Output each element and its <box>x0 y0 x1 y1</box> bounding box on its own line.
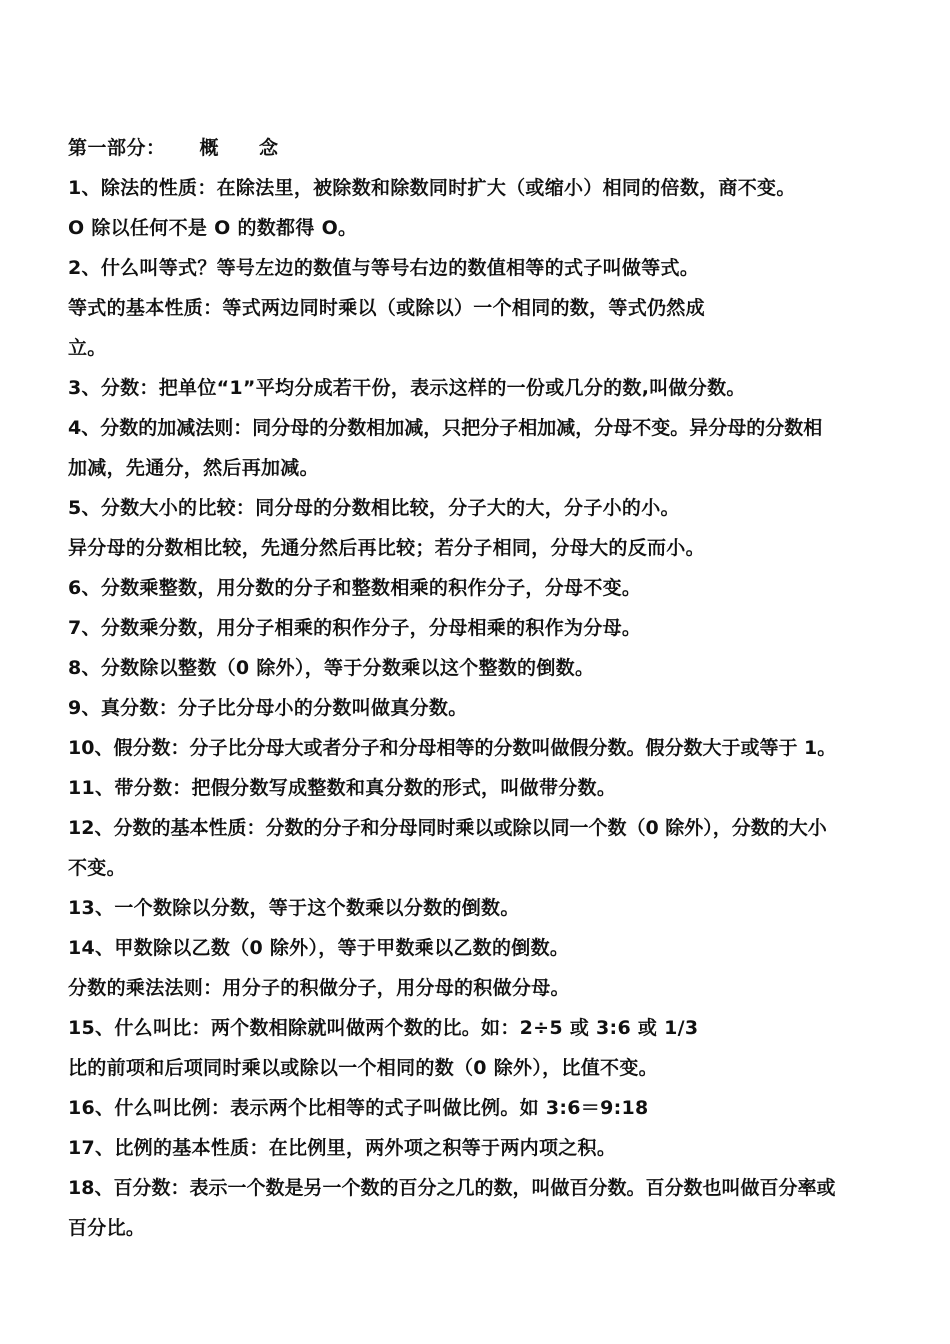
text-line: 立。 <box>68 337 107 359</box>
section-heading-label: 第一部分： <box>68 137 166 159</box>
text-line: 2、什么叫等式？等号左边的数值与等号右边的数值相等的式子叫做等式。 <box>68 257 700 279</box>
text-line: 等式的基本性质：等式两边同时乘以（或除以）一个相同的数，等式仍然成 <box>68 297 705 319</box>
text-line: 6、分数乘整数，用分数的分子和整数相乘的积作分子，分母不变。 <box>68 577 642 599</box>
section-heading-word-1: 概 <box>199 137 220 159</box>
text-line: 18、百分数：表示一个数是另一个数的百分之几的数，叫做百分数。百分数也叫做百分率或 <box>68 1177 836 1199</box>
text-line: 11、带分数：把假分数写成整数和真分数的形式，叫做带分数。 <box>68 777 617 799</box>
text-line: 分数的乘法法则：用分子的积做分子，用分母的积做分母。 <box>68 977 570 999</box>
text-line: 异分母的分数相比较，先通分然后再比较；若分子相同，分母大的反而小。 <box>68 537 705 559</box>
text-line: O 除以任何不是 O 的数都得 O。 <box>68 217 358 239</box>
text-line: 3、分数：把单位“1”平均分成若干份，表示这样的一份或几分的数,叫做分数。 <box>68 377 746 399</box>
text-line: 比的前项和后项同时乘以或除以一个相同的数（0 除外），比值不变。 <box>68 1057 658 1079</box>
text-line: 5、分数大小的比较：同分母的分数相比较，分子大的大，分子小的小。 <box>68 497 680 519</box>
text-line: 加减，先通分，然后再加减。 <box>68 457 319 479</box>
text-line: 15、什么叫比：两个数相除就叫做两个数的比。如：2÷5 或 3:6 或 1/3 <box>68 1017 699 1039</box>
text-line: 不变。 <box>68 857 126 879</box>
text-line: 14、甲数除以乙数（0 除外），等于甲数乘以乙数的倒数。 <box>68 937 570 959</box>
text-line: 12、分数的基本性质：分数的分子和分母同时乘以或除以同一个数（0 除外），分数的大小 <box>68 817 827 839</box>
text-line: 4、分数的加减法则：同分母的分数相加减，只把分子相加减，分母不变。异分母的分数相 <box>68 417 823 439</box>
document-page <box>68 128 898 1248</box>
text-line: 8、分数除以整数（0 除外），等于分数乘以这个整数的倒数。 <box>68 657 595 679</box>
text-line: 百分比。 <box>68 1217 146 1239</box>
text-line: 13、一个数除以分数，等于这个数乘以分数的倒数。 <box>68 897 520 919</box>
text-line: 10、假分数：分子比分母大或者分子和分母相等的分数叫做假分数。假分数大于或等于 1。 <box>68 737 837 759</box>
text-line: 17、比例的基本性质：在比例里，两外项之积等于两内项之积。 <box>68 1137 617 1159</box>
section-heading-word-2: 念 <box>259 137 279 159</box>
text-line: 7、分数乘分数，用分子相乘的积作分子，分母相乘的积作为分母。 <box>68 617 642 639</box>
text-line: 9、真分数：分子比分母小的分数叫做真分数。 <box>68 697 468 719</box>
text-line: 16、什么叫比例：表示两个比相等的式子叫做比例。如 3:6＝9:18 <box>68 1097 649 1119</box>
section-heading <box>68 128 898 168</box>
text-line: 1、除法的性质：在除法里，被除数和除数同时扩大（或缩小）相同的倍数，商不变。 <box>68 177 796 199</box>
